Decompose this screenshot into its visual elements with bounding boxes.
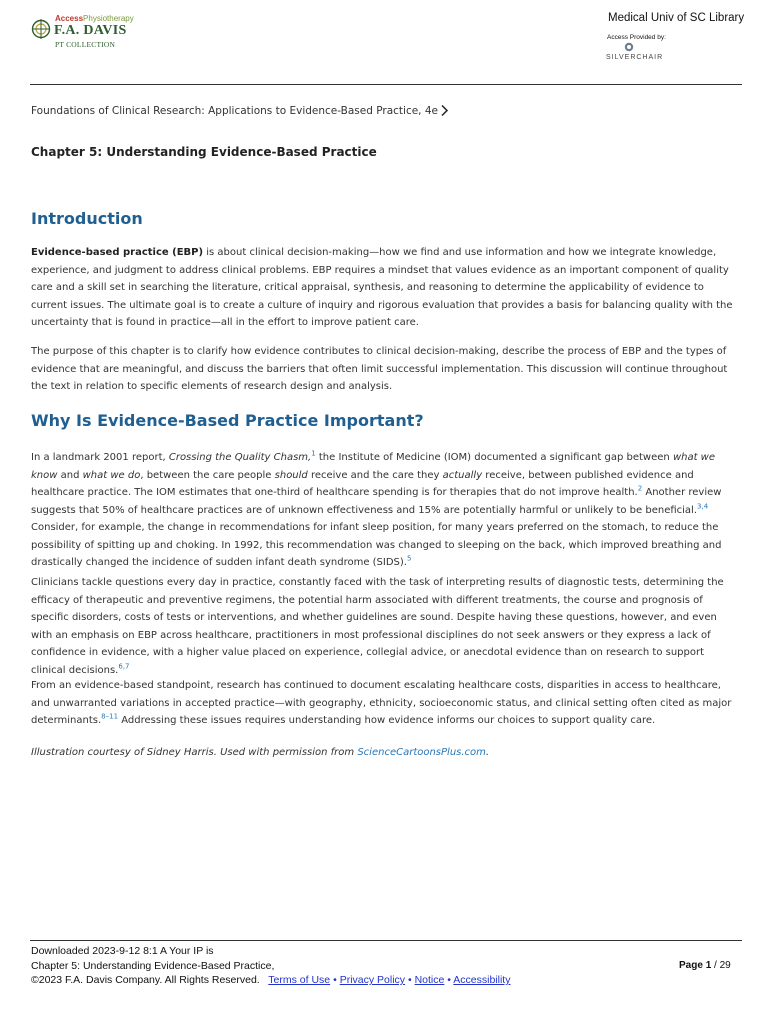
footer-bullet: • (447, 974, 451, 986)
chapter-title: Chapter 5: Understanding Evidence-Based Practice (31, 145, 377, 159)
download-info: Downloaded 2023-9-12 8:1 A Your IP is (31, 945, 214, 957)
footer-divider (30, 940, 742, 941)
citation-link[interactable]: 3,4 (697, 502, 709, 511)
fa-davis-logo[interactable] (31, 14, 141, 54)
logo-sub-text: PT COLLECTION (55, 40, 116, 49)
footer-bullet: • (407, 974, 412, 986)
section-heading-introduction: Introduction (31, 209, 143, 228)
footer-chapter-title: Chapter 5: Understanding Evidence-Based Practice, (31, 960, 275, 972)
header-divider (30, 84, 742, 85)
footer-copyright-line (31, 974, 510, 986)
illustration-credit: Illustration courtesy of Sidney Harris. Used with permission from ScienceCartoonsPlus.com. (31, 747, 490, 758)
logo-main-text: F.A. DAVIS (54, 23, 127, 38)
chevron-right-icon[interactable] (440, 104, 449, 117)
page-header (0, 0, 768, 86)
total-pages: 29 (719, 960, 731, 971)
why-paragraph-3: From an evidence-based standpoint, research has continued to document escalating healthcare costs, disparities in access to healthcare, and unwarranted variations in accepted practice—with geography, ethnicity, socioeconomic status, and clinical setting often cited as major determinants.$^{8-11}$ Addressing these issues requires understanding how evidence informs our choices to support quality care. (31, 680, 732, 726)
citation-link[interactable]: 5 (406, 554, 412, 563)
footer-bullet: • (333, 974, 337, 986)
citation-link[interactable]: 6,7 (118, 662, 130, 671)
accessibility-link[interactable]: Accessibility (453, 974, 511, 986)
notice-link[interactable]: Notice (414, 974, 445, 986)
breadcrumb[interactable] (31, 104, 449, 117)
citation-link[interactable]: 1 (311, 449, 316, 458)
page-indicator: Page 1 / 29 (679, 960, 731, 971)
why-paragraph-1: In a landmark 2001 report, Crossing the Quality Chasm,$^1$ the Institute of Medicine (IOM) documented a significant gap between what we know and what we do, between the care people should receive and the care they actually receive, between published evidence and healthcare practice. The IOM estimates that one-third of healthcare spending is for therapies that do not improve health.$^2$ Another review suggests that 50% of healthcare practices are of unknown effectiveness and 15% are potentially harmful or unlikely to be beneficial.$^{3,4}$ Consider, for example, the change in recommendations for infant sleep position, for many years preferred on the stomach, to reduce the possibility of spitting up and choking. In 1992, this recommendation was changed to sleeping on the back, which improved breathing and drastically changed the incidence of sudden infant death syndrome (SIDS).$^5$ (31, 449, 722, 568)
current-page: 1 (705, 960, 712, 971)
provider-logo-text: SILVERCHAIR (606, 54, 664, 61)
seal-icon (31, 16, 51, 42)
sciencecartoonsplus-link[interactable]: ScienceCartoonsPlus.com (357, 747, 486, 758)
terms-of-use-link[interactable]: Terms of Use (268, 974, 331, 986)
why-paragraph-2: Clinicians tackle questions every day in practice, constantly faced with the task of interpreting results of diagnostic tests, determining the efficacy of therapeutic and preventive regimens, the potential harm associated with different treatments, the course and prognosis of specific disorders, costs of tests or interventions, and whether guidelines are sound. Despite having these questions, however, and even with an emphasis on EBP across healthcare, practitioners in most professional disciplines do not seek answers or they express a lack of confidence in evidence, with a higher value placed on experience, collegial advice, or anecdotal evidence than on research to support clinical decisions.$^{6,7}$ (31, 577, 724, 676)
citation-link[interactable]: 2 (637, 484, 643, 493)
breadcrumb-book-title[interactable]: Foundations of Clinical Research: Applications to Evidence-Based Practice, 4e (31, 104, 438, 117)
citation-link[interactable]: 8–11 (101, 712, 119, 721)
silverchair-logo-icon (624, 42, 634, 52)
access-provided-label: Access Provided by: (607, 34, 666, 41)
ebp-term: Evidence-based practice (EBP) (31, 247, 204, 258)
copyright-text: ©2023 F.A. Davis Company. All Rights Reserved. (31, 974, 260, 986)
intro-paragraph-2: The purpose of this chapter is to clarify how evidence contributes to clinical decision-making, describe the process of EBP and the types of evidence that are meaningful, and discuss the barriers that often limit successful implementation. This discussion will continue throughout the text in relation to specific elements of research design and analysis. (31, 346, 728, 392)
privacy-policy-link[interactable]: Privacy Policy (339, 974, 406, 986)
section-heading-why-ebp: Why Is Evidence-Based Practice Important? (31, 411, 424, 430)
logo-access-text: AccessPhysiotherapy (55, 14, 134, 23)
intro-paragraph-1: Evidence-based practice (EBP) is about clinical decision-making—how we find and use information and how we integrate knowledge, experience, and judgment to address clinical problems. EBP requires a mindset that values evidence as an important component of quality care and a skill set in searching the literature, critical appraisal, synthesis, and reasoning to determine the applicability of evidence to current issues. The ultimate goal is to create a culture of inquiry and rigorous evaluation that provides a basis for balancing quality with the uncertainty that is found in practice—all in the effort to improve patient care. (31, 247, 733, 328)
library-name: Medical Univ of SC Library (608, 12, 745, 24)
